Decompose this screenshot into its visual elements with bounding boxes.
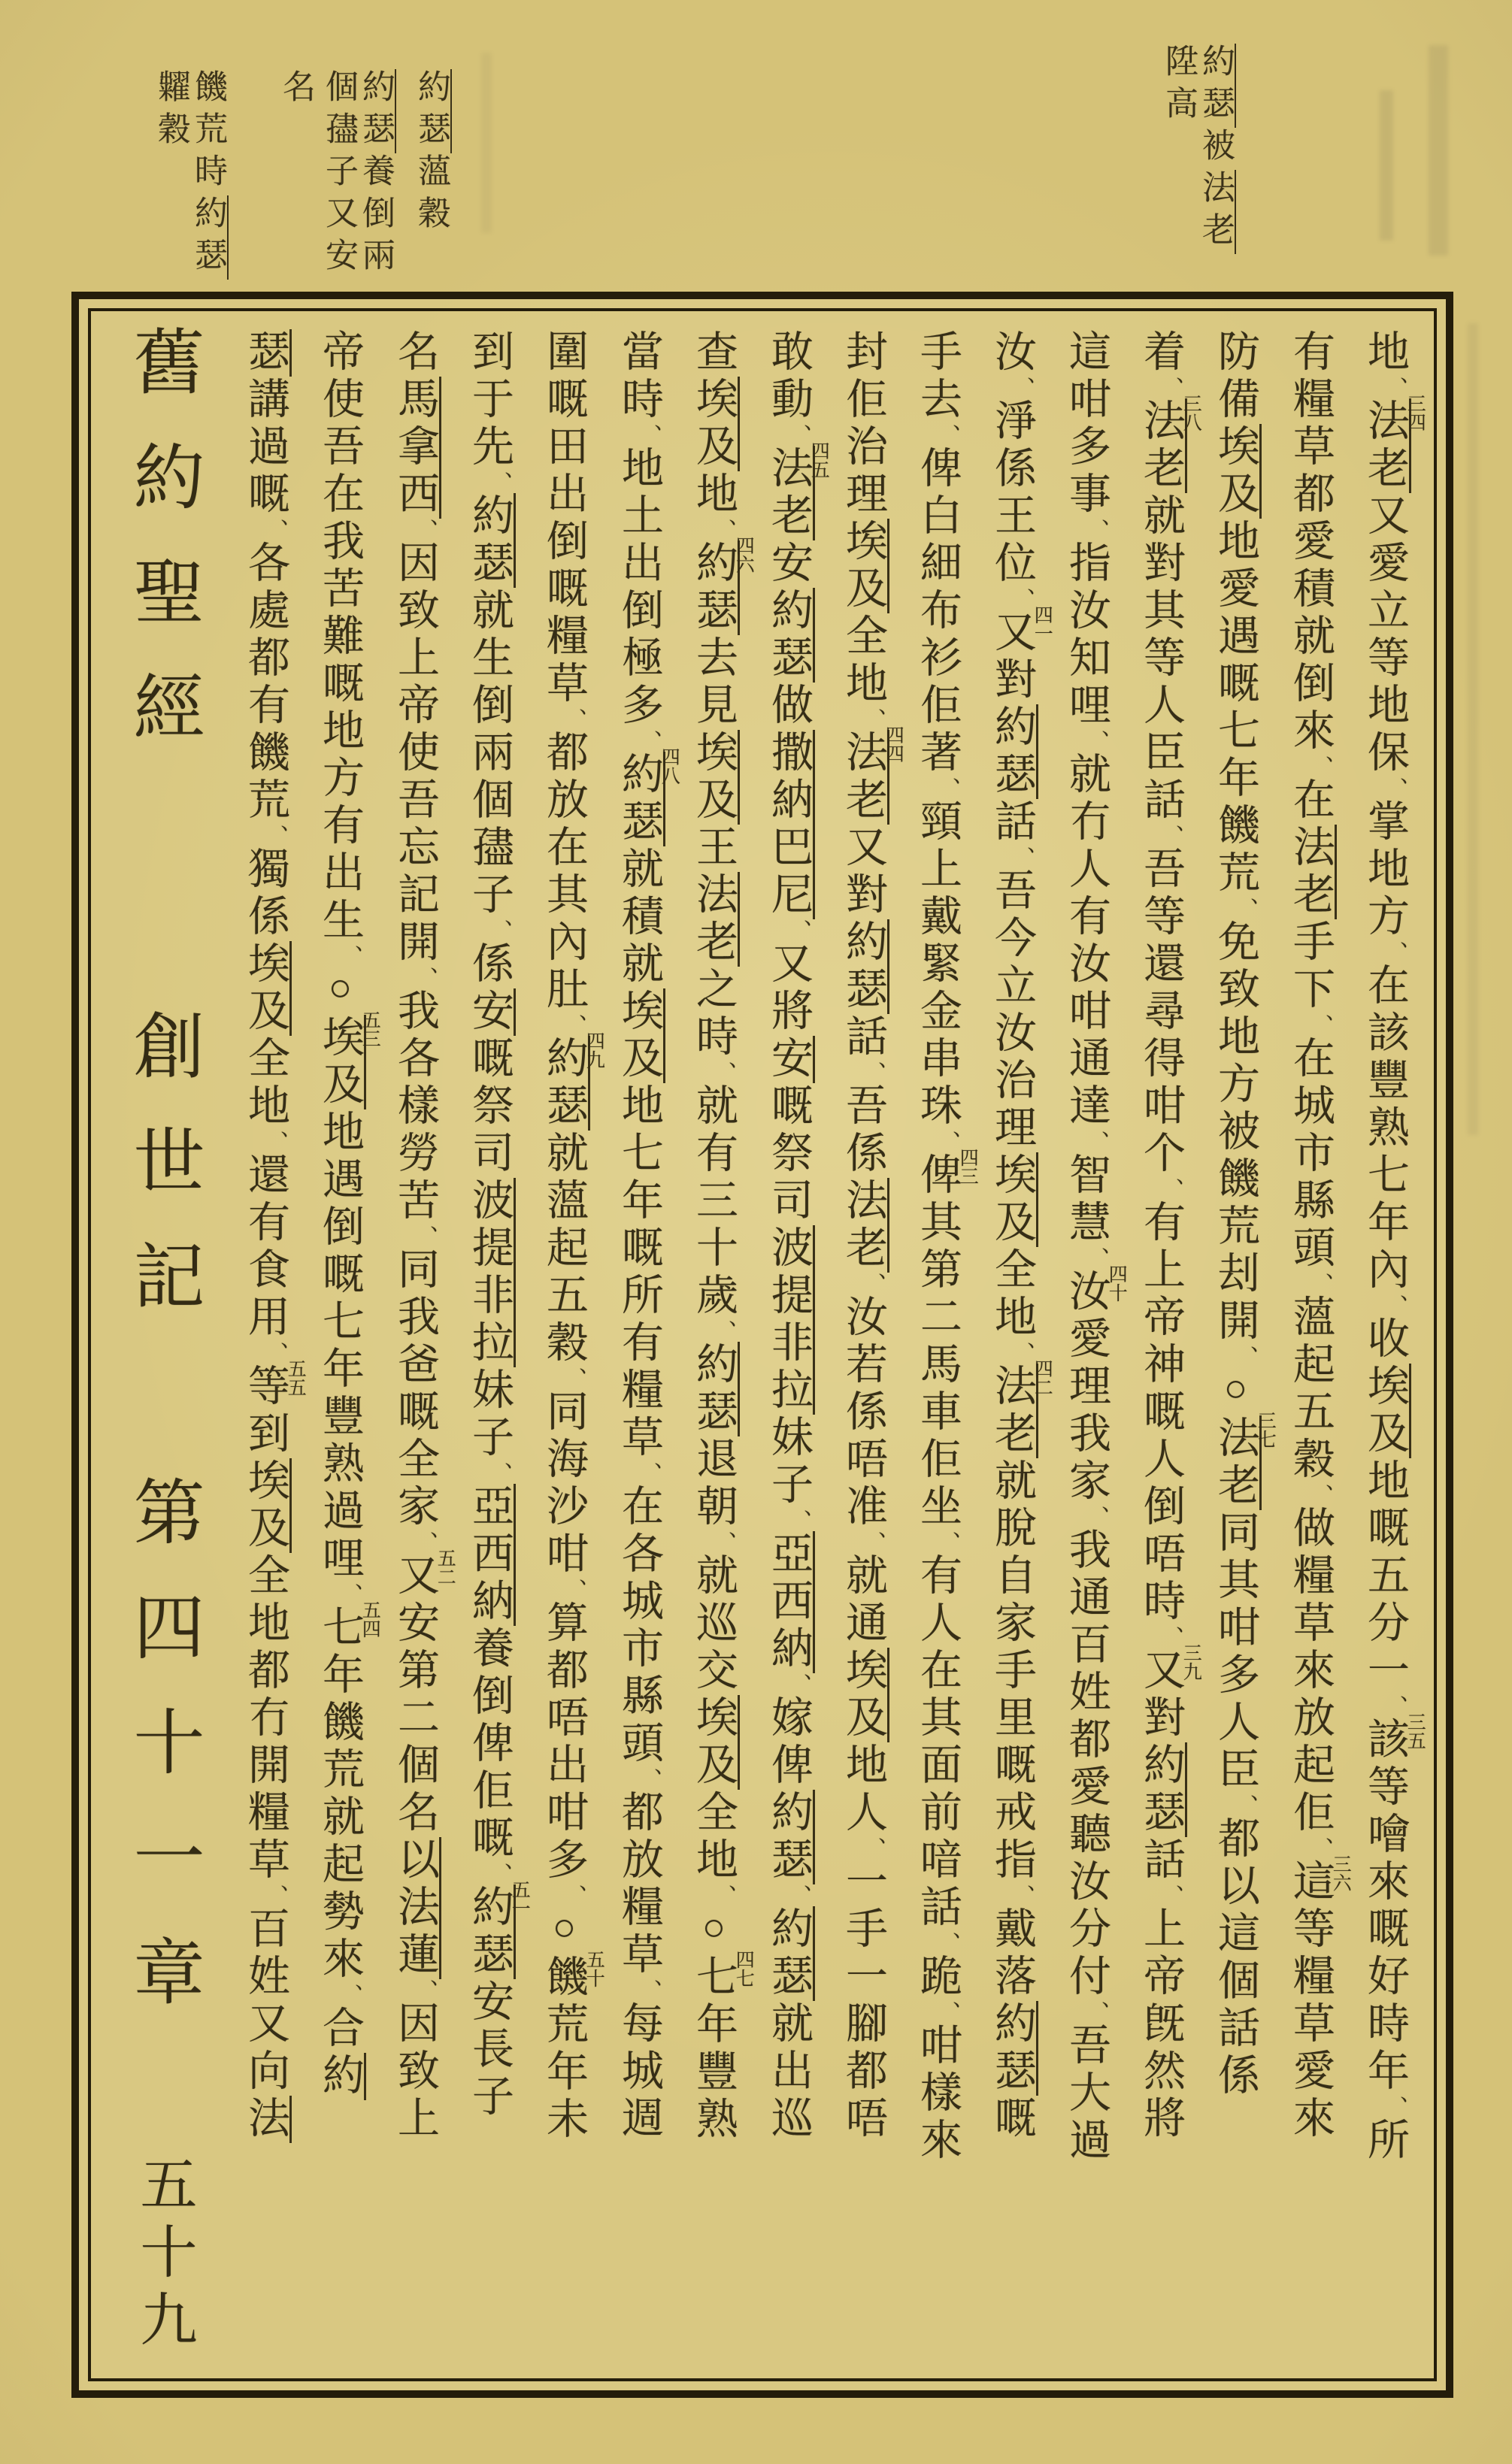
margin-note-column: 約瑟養倒兩 bbox=[357, 69, 394, 280]
proper-name: 法老 bbox=[1362, 398, 1411, 493]
reading-dot: 、 bbox=[1085, 2001, 1109, 2023]
text-column: 防備埃及地愛遇嘅七年饑荒、免致地方被饑荒刦開、○ 三七 法老同其咁多人臣、都以這個話係 bbox=[1212, 329, 1276, 2100]
reading-dot: 、 bbox=[1309, 1014, 1333, 1036]
reading-dot: 、 bbox=[488, 1462, 512, 1484]
reading-dot: 、 bbox=[1383, 1695, 1407, 1717]
text-column: 着、 三八 法老就對其等人臣話、吾等還尋得咁个、有上帝神嘅人倒唔時、 三九 又對約瑟話、上帝旣然將 bbox=[1138, 329, 1201, 2143]
reading-dot: 、 bbox=[264, 825, 288, 846]
reading-dot: 、 bbox=[787, 1884, 811, 1906]
section-ring: ○ bbox=[319, 967, 362, 1015]
proper-name: 亞西納 bbox=[765, 1531, 815, 1673]
reading-dot: 、 bbox=[338, 945, 362, 967]
margin-note-column: 約瑟薀穀 bbox=[413, 69, 450, 238]
text-frame bbox=[71, 292, 1453, 2398]
text-column: 圍嘅田出倒嘅糧草、都放在其內肚、 四九 約瑟就薀起五穀、同海沙咁、算都唔出咁多、○ 五十 饑荒年未 bbox=[541, 329, 604, 2144]
reading-dot: 、 bbox=[414, 1979, 438, 2001]
reading-dot: 、 bbox=[936, 1531, 960, 1553]
margin-note-column: 名 bbox=[277, 69, 314, 111]
reading-dot: 、 bbox=[787, 1673, 811, 1695]
reading-dot: 、 bbox=[1085, 730, 1109, 752]
proper-name: 埃及 bbox=[989, 1152, 1038, 1247]
bleed-through-smudge bbox=[481, 53, 492, 233]
proper-name: 約瑟 bbox=[616, 752, 665, 846]
proper-name: 法老 bbox=[840, 1178, 889, 1273]
reading-dot: 、 bbox=[264, 1342, 288, 1364]
proper-name: 波提非拉 bbox=[466, 1178, 516, 1367]
text-column: 手去、俾白細布衫佢著、頸上戴緊金串珠、 四三 俾其第二馬車佢坐、有人在其面前喑話、跪、咁樣來 bbox=[914, 329, 978, 2165]
reading-dot: 、 bbox=[1383, 777, 1407, 799]
proper-name: 安 bbox=[466, 988, 516, 1036]
reading-dot: 、 bbox=[1309, 755, 1333, 777]
reading-dot: 、 bbox=[712, 1061, 736, 1083]
proper-name: 埃及 bbox=[317, 1015, 366, 1109]
proper-name: 約瑟 bbox=[413, 69, 452, 153]
proper-name: 埃及 bbox=[690, 1695, 740, 1790]
proper-name: 埃及 bbox=[1362, 1364, 1411, 1458]
reading-dot: 、 bbox=[414, 1225, 438, 1247]
reading-dot: 、 bbox=[1234, 1346, 1258, 1367]
reading-dot: 、 bbox=[638, 1979, 662, 2001]
reading-dot: 、 bbox=[862, 708, 886, 730]
proper-name: 約瑟 bbox=[357, 69, 396, 153]
reading-dot: 、 bbox=[1159, 825, 1183, 846]
title-column bbox=[111, 311, 208, 2378]
reading-dot: 、 bbox=[936, 424, 960, 446]
reading-dot: 、 bbox=[414, 967, 438, 988]
proper-name: 約瑟 bbox=[541, 1036, 590, 1131]
reading-dot: 、 bbox=[562, 1367, 586, 1389]
proper-name: 約瑟 bbox=[989, 704, 1038, 799]
reading-dot: 、 bbox=[1309, 1837, 1333, 1859]
proper-name: 法老 bbox=[1287, 825, 1337, 919]
reading-dot: 、 bbox=[1011, 1342, 1035, 1364]
reading-dot: 、 bbox=[712, 1884, 736, 1906]
proper-name: 法老 bbox=[1212, 1415, 1262, 1510]
reading-dot: 、 bbox=[338, 1583, 362, 1605]
reading-dot: 、 bbox=[787, 424, 811, 446]
reading-dot: 、 bbox=[1309, 1484, 1333, 1506]
margin-note-column: 饑荒時約瑟 bbox=[189, 69, 226, 280]
proper-name: 約瑟 bbox=[840, 919, 889, 1014]
proper-name: 約瑟 bbox=[690, 540, 740, 635]
proper-name: 約瑟 bbox=[765, 1906, 815, 2001]
proper-name: 埃及 bbox=[1212, 424, 1262, 519]
reading-dot: 、 bbox=[488, 471, 512, 493]
proper-name: 埃及 bbox=[242, 1458, 292, 1553]
proper-name: 法老 bbox=[989, 1364, 1038, 1458]
book-title: 舊約聖經 bbox=[123, 325, 203, 785]
proper-name: 波提非拉 bbox=[765, 1225, 815, 1415]
proper-name: 約瑟 bbox=[466, 493, 516, 588]
proper-name: 法老 bbox=[765, 446, 815, 540]
text-column: 瑟講過嘅、各處都有饑荒、獨係埃及全地、還有食用、 五五 等到埃及全地都冇開糧草、百姓又向法 bbox=[242, 329, 306, 2143]
margin-note-column: 陞高 bbox=[1160, 44, 1197, 128]
proper-name: 埃及 bbox=[840, 1648, 889, 1742]
reading-dot: 、 bbox=[1085, 1506, 1109, 1527]
text-column: 當時、地土出倒極多、 四八 約瑟就積就埃及地七年嘅所有糧草、在各城市縣頭、都放糧草、每城週 bbox=[616, 329, 680, 2143]
proper-name: 法老 bbox=[840, 730, 889, 825]
reading-dot: 、 bbox=[1011, 377, 1035, 398]
text-column: 地、 三四 法老又愛立等地保、掌地方、在該豐熟七年內、收埃及地嘅五分一、 三五 該等噲來嘅好時年、所 bbox=[1362, 329, 1426, 2165]
reading-dot: 、 bbox=[1159, 1626, 1183, 1648]
proper-name: 埃及 bbox=[690, 377, 740, 471]
text-column: 查埃及地、 四六 約瑟去見埃及王法老之時、就有三十歲、約瑟退朝、就巡交埃及全地、○ 四七 七年豐熟 bbox=[690, 329, 754, 2144]
reading-dot: 、 bbox=[862, 1061, 886, 1083]
section-title: 創世記 bbox=[123, 1009, 203, 1354]
bleed-through-smudge bbox=[1429, 45, 1448, 256]
reading-dot: 、 bbox=[1383, 2096, 1407, 2117]
reading-dot: 、 bbox=[936, 2001, 960, 2023]
reading-dot: 、 bbox=[712, 1320, 736, 1342]
reading-dot: 、 bbox=[638, 1768, 662, 1790]
bleed-through-smudge bbox=[1468, 323, 1478, 1135]
proper-name: 亞西納 bbox=[466, 1484, 516, 1626]
proper-name: 埃及 bbox=[616, 988, 665, 1083]
frame-inner-rule bbox=[88, 308, 1437, 2381]
reading-dot: 、 bbox=[562, 1579, 586, 1600]
proper-name: 馬拿西 bbox=[392, 377, 441, 519]
reading-dot: 、 bbox=[1085, 519, 1109, 540]
reading-dot: 、 bbox=[862, 1837, 886, 1859]
reading-dot: 、 bbox=[1011, 588, 1035, 610]
text-column: 名馬拿西、因致上帝使吾忘記開、我各樣勞苦、同我爸嘅全家、 五二 又安第二個名以法蓮、因致上 bbox=[392, 329, 456, 2143]
reading-dot: 、 bbox=[1234, 898, 1258, 919]
reading-dot: 、 bbox=[264, 519, 288, 540]
proper-name: 約瑟 bbox=[765, 588, 815, 683]
reading-dot: 、 bbox=[787, 919, 811, 941]
reading-dot: 、 bbox=[1011, 846, 1035, 868]
reading-dot: 、 bbox=[338, 1984, 362, 2005]
proper-name: 瑟 bbox=[242, 329, 292, 377]
reading-dot: 、 bbox=[1085, 1131, 1109, 1152]
chapter-title: 第四十一章 bbox=[123, 1475, 203, 2050]
proper-name: 約瑟 bbox=[765, 1790, 815, 1884]
margin-note bbox=[1160, 44, 1234, 254]
reading-dot: 、 bbox=[264, 1131, 288, 1152]
reading-dot: 、 bbox=[1383, 1294, 1407, 1316]
proper-name: 法老 bbox=[690, 872, 740, 967]
text-column: 敢動、 四五 法老安約瑟做撒納巴尼、又將安嘅祭司波提非拉妹子、亞西納、嫁俾約瑟、約瑟就出巡 bbox=[765, 329, 829, 2143]
proper-name: 法老 bbox=[1138, 398, 1187, 493]
reading-dot: 、 bbox=[562, 708, 586, 730]
reading-dot: 、 bbox=[712, 1531, 736, 1553]
text-column: 這咁多事、指汝知哩、就冇人有汝咁通達、智慧、 四十 汝愛理我家、我通百姓都愛聽汝分付、吾大過 bbox=[1063, 329, 1127, 2165]
reading-dot: 、 bbox=[638, 730, 662, 752]
reading-dot: 、 bbox=[638, 1462, 662, 1484]
reading-dot: 、 bbox=[712, 519, 736, 540]
reading-dot: 、 bbox=[488, 919, 512, 941]
margin-note-column: 個孻子又安 bbox=[320, 69, 357, 280]
reading-dot: 、 bbox=[488, 1863, 512, 1884]
proper-name: 約瑟 bbox=[466, 1884, 516, 1979]
reading-dot: 、 bbox=[562, 1884, 586, 1906]
proper-name: 以法蓮 bbox=[392, 1837, 441, 1979]
section-ring: ○ bbox=[1214, 1367, 1257, 1415]
reading-dot: 、 bbox=[638, 424, 662, 446]
reading-dot: 、 bbox=[1011, 1884, 1035, 1906]
reading-dot: 、 bbox=[1383, 941, 1407, 963]
proper-name: 約瑟 bbox=[189, 195, 229, 280]
reading-dot: 、 bbox=[862, 1273, 886, 1294]
proper-name: 撒納巴尼 bbox=[765, 730, 815, 919]
reading-dot: 、 bbox=[936, 1131, 960, 1152]
reading-dot: 、 bbox=[787, 1509, 811, 1531]
margin-note bbox=[153, 69, 226, 280]
proper-name: 約瑟 bbox=[1197, 44, 1236, 128]
reading-dot: 、 bbox=[1159, 1884, 1183, 1906]
page-number: 五十九 bbox=[132, 2154, 195, 2357]
reading-dot: 、 bbox=[414, 1531, 438, 1553]
margin-note-column: 約瑟被法老 bbox=[1197, 44, 1234, 254]
reading-dot: 、 bbox=[1085, 1247, 1109, 1269]
reading-dot: 、 bbox=[1159, 377, 1183, 398]
proper-name: 約瑟 bbox=[690, 1342, 740, 1436]
margin-note bbox=[271, 69, 394, 280]
reading-dot: 、 bbox=[862, 1531, 886, 1553]
reading-dot: 、 bbox=[264, 1884, 288, 1906]
reading-dot: 、 bbox=[414, 519, 438, 540]
text-column: 封佢治理埃及全地、 四四 法老又對約瑟話、吾係法老、汝若係唔准、就通埃及地人、一手一腳都唔 bbox=[840, 329, 904, 2143]
body-text-area bbox=[211, 329, 1426, 2360]
text-column: 帝使吾在我苦難嘅地方有出生、○ 五三 埃及地遇倒嘅七年豐熟過哩、 五四 七年饑荒就起勢來、合約 bbox=[317, 329, 380, 2100]
reading-dot: 、 bbox=[936, 777, 960, 799]
proper-name: 約瑟 bbox=[1138, 1742, 1187, 1837]
reading-dot: 、 bbox=[936, 1932, 960, 1954]
reading-dot: 、 bbox=[1309, 1273, 1333, 1294]
proper-name: 約瑟 bbox=[989, 2001, 1038, 2096]
proper-name: 埃及 bbox=[242, 941, 292, 1036]
proper-name: 安 bbox=[765, 1036, 815, 1083]
reading-dot: 、 bbox=[1234, 1794, 1258, 1816]
bleed-through-smudge bbox=[1380, 90, 1393, 241]
section-ring: ○ bbox=[543, 1906, 586, 1954]
text-column: 到于先、約瑟就生倒兩個孻子、係安嘅祭司波提非拉妹子、亞西納養倒俾佢嘅、 五一 約瑟安長子 bbox=[466, 329, 530, 2121]
proper-name: 埃及 bbox=[840, 519, 889, 613]
proper-name: 埃及 bbox=[690, 730, 740, 825]
margin-note bbox=[413, 69, 450, 238]
proper-name: 法老 bbox=[1197, 170, 1236, 254]
margin-note-column: 糶穀 bbox=[153, 69, 189, 153]
text-column: 有糧草都愛積就倒來、在法老手下、在城市縣頭、薀起五穀、做糧草來放起佢、 三六 這等糧草愛來 bbox=[1287, 329, 1351, 2143]
reading-dot: 、 bbox=[1159, 1178, 1183, 1200]
text-column: 汝、淨係王位、 四一 又對約瑟話、吾今立汝治理埃及全地、 四二 法老就脫自家手里嘅戒指、戴落約瑟嘅 bbox=[989, 329, 1053, 2143]
reading-dot: 、 bbox=[1383, 377, 1407, 398]
section-ring: ○ bbox=[692, 1906, 735, 1954]
reading-dot: 、 bbox=[562, 1014, 586, 1036]
proper-name: 約 bbox=[317, 2053, 366, 2100]
proper-name: 法 bbox=[242, 2096, 292, 2143]
